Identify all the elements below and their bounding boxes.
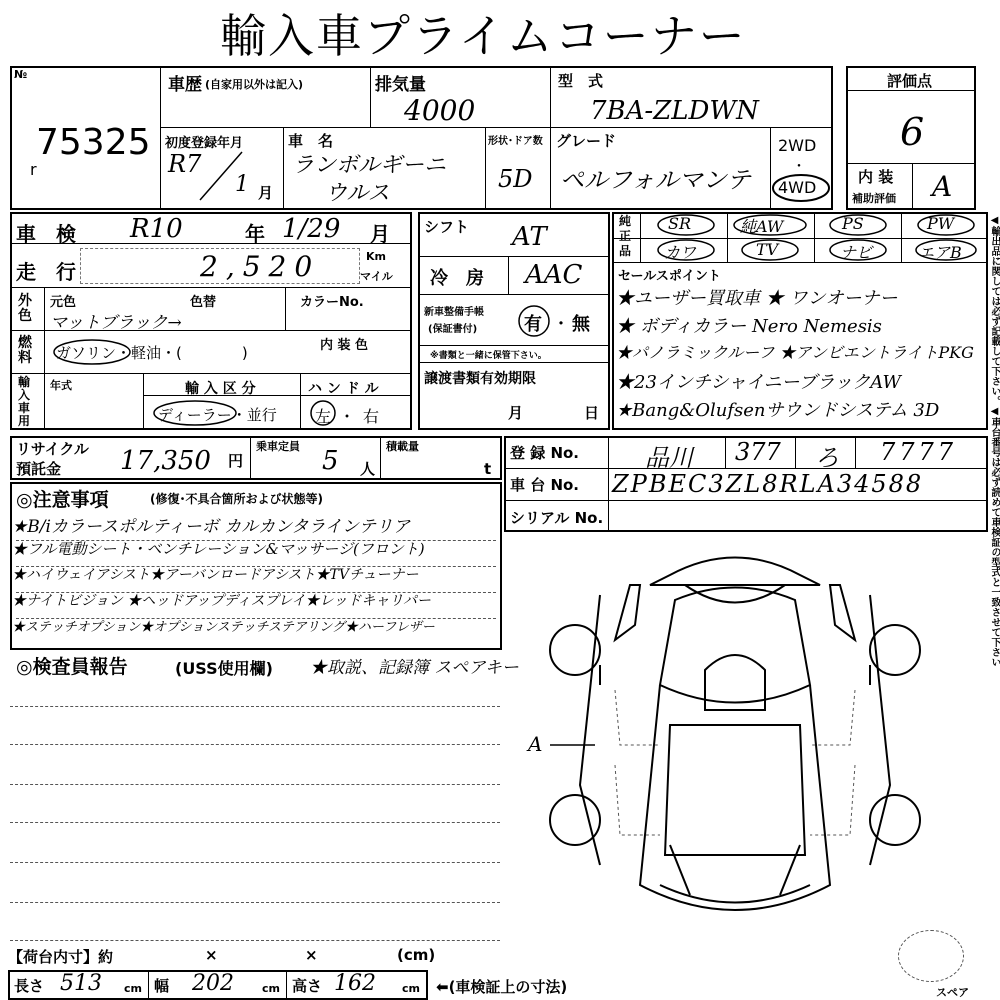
ac-label: 冷 房	[430, 268, 484, 289]
equipment-label: 純正品	[619, 214, 632, 258]
notes-label: ◎注意事項	[16, 489, 109, 511]
inspection-year-label: 年	[245, 222, 265, 246]
no-sub: r	[30, 160, 37, 179]
cargo-label: 【荷台内寸】約	[8, 948, 114, 966]
recycle-value: 17,350	[120, 446, 211, 476]
diagram-marker: A	[528, 732, 543, 756]
note-line-1: ★B/iカラースポルティーボ カルカンタラインテリア	[12, 517, 410, 537]
displacement-value: 4000	[404, 94, 476, 127]
note-line-3: ★ハイウェイアシスト★アーバンロードアシスト★TVチューナー	[12, 567, 419, 583]
spare-label: スペア	[936, 986, 969, 999]
no-label: №	[14, 68, 28, 81]
interior-label: 内 装	[858, 168, 894, 186]
service-book-no: 無	[572, 314, 590, 335]
interior-score: A	[932, 170, 953, 203]
registration-label: 登 録 No.	[510, 444, 580, 462]
selling-point-2: ★ ボディカラー Nero Nemesis	[616, 316, 882, 337]
notes-sub: (修復･不具合箇所および状態等)	[150, 492, 323, 506]
transfer-docs-label: 譲渡書類有効期限	[424, 371, 536, 387]
fuel-label: 燃料	[18, 335, 32, 366]
drive-4wd: 4WD	[778, 178, 817, 197]
car-name-label: 車 名	[288, 132, 334, 150]
color-orig-label: 元色	[50, 295, 77, 310]
shift-label: シフト	[424, 218, 470, 236]
side-note: ◀輸出品に関しては必ず記載して下さい。◀車台番号は必ず読めて車検証の型式と一致させて下さい	[989, 215, 1000, 667]
registration-area: 品川	[645, 444, 693, 472]
registration-number: 7777	[880, 438, 958, 466]
doors-value: 5D	[498, 165, 533, 193]
load-unit: t	[484, 460, 492, 478]
equipment-leather: カワ	[664, 243, 697, 262]
fuel-gasoline-circle	[50, 337, 134, 367]
mileage-value: 2,520	[200, 250, 321, 283]
no-value: 75325	[36, 122, 151, 163]
height-label: 高さ	[292, 977, 323, 995]
width-label: 幅	[154, 977, 170, 995]
inspection-month-label: 月	[370, 222, 390, 246]
note-line-5: ★ステッチオプション★オプションステッチステアリング★ハーフレザー	[12, 620, 435, 635]
score-label: 評価点	[887, 72, 933, 90]
chassis-label: 車 台 No.	[510, 476, 580, 494]
inspection-date: 1/29	[282, 214, 341, 244]
length-label: 長さ	[14, 977, 45, 995]
drive-4wd-circle	[770, 172, 832, 204]
drive-dot: ・	[792, 159, 806, 175]
inspector-value: ★取説、記録簿 スペアキー	[310, 658, 519, 678]
import-dealer-circle	[150, 398, 240, 428]
handle-left-circle	[308, 398, 338, 428]
score-value: 6	[900, 110, 925, 154]
selling-point-5: ★Bang&Olufsenサウンドシステム 3D	[616, 400, 940, 421]
equipment-airbag: エアB	[918, 243, 962, 262]
car-name-line2: ウルス	[325, 181, 390, 206]
grade-label: グレード	[556, 132, 617, 150]
height-unit: cm	[402, 982, 420, 995]
import-label: 輸入車用	[18, 375, 31, 428]
height-value: 162	[334, 971, 376, 996]
interior-color-label: 内 装 色	[320, 338, 369, 353]
capacity-value: 5	[322, 446, 339, 476]
cargo-unit: (cm)	[397, 946, 436, 964]
equipment-sr: SR	[668, 214, 692, 233]
width-unit: cm	[262, 982, 280, 995]
aux-label: 補助評価	[852, 192, 896, 205]
inspection-era: R10	[130, 214, 183, 244]
recycle-label2: 預託金	[16, 460, 62, 478]
service-book-note: ※書類と一緒に保管下さい。	[430, 351, 547, 361]
length-value: 513	[60, 971, 102, 996]
equipment-aw: 純AW	[740, 217, 784, 236]
model-code-value: 7BA-ZLDWN	[590, 96, 759, 126]
inspection-label: 車 検	[16, 222, 76, 246]
color-outer-label: 外色	[18, 293, 32, 324]
first-reg-label: 初度登録年月	[165, 136, 244, 151]
color-change-label: 色替	[190, 295, 217, 310]
length-unit: cm	[124, 982, 142, 995]
capacity-label: 乗車定員	[256, 440, 300, 453]
selling-points-label: セールスポイント	[618, 269, 721, 284]
equipment-ps: PS	[842, 214, 864, 233]
fuel-value: ガソリン・軽油・( )	[56, 344, 248, 362]
first-reg-value: R7	[168, 150, 202, 178]
history-label: 車歴	[168, 75, 202, 95]
transfer-docs-day: 日	[584, 404, 600, 422]
note-line-4: ★ナイトビジョン ★ヘッドアップディスプレイ★レッドキャリパー	[12, 593, 431, 609]
page-title: 輸入車プライムコーナー	[220, 9, 747, 63]
equipment-circles	[640, 212, 988, 262]
chassis-value: ZPBEC3ZL8RLA34588	[612, 470, 924, 498]
handle-value: 左・右	[315, 407, 388, 426]
ac-value: AAC	[525, 260, 583, 290]
first-reg-month: 1	[235, 172, 249, 197]
selling-point-3: ★パノラミックルーフ ★アンビエントライトPKG	[616, 343, 974, 362]
selling-point-4: ★23インチシャイニーブラックAW	[616, 372, 901, 393]
import-cat-label: 輸 入 区 分	[185, 381, 256, 397]
note-line-2: ★フル電動シート・ベンチレーション&マッサージ(フロント)	[12, 540, 425, 558]
mileage-unit-mile: マイル	[360, 270, 393, 283]
service-book-label1: 新車整備手帳	[424, 307, 484, 318]
service-book-yes-circle	[515, 302, 553, 340]
displacement-label: 排気量	[375, 75, 426, 95]
cargo-x1: ×	[205, 946, 218, 964]
load-label: 積載量	[386, 440, 419, 453]
grade-value: ペルフォルマンテ	[560, 166, 751, 194]
equipment-pw: PW	[927, 214, 955, 233]
color-value: マットブラック→	[50, 313, 182, 333]
handle-label: ハ ン ド ル	[308, 381, 379, 397]
cargo-x2: ×	[305, 946, 318, 964]
capacity-unit: 人	[360, 460, 376, 478]
selling-point-1: ★ユーザー買取車 ★ ワンオーナー	[616, 288, 898, 309]
recycle-unit: 円	[228, 452, 244, 470]
width-value: 202	[192, 971, 234, 996]
model-code-label: 型 式	[558, 72, 604, 90]
history-note: (自家用以外は記入)	[205, 78, 304, 91]
shift-value: AT	[512, 222, 547, 252]
dims-note: ⬅(車検証上の寸法)	[436, 978, 568, 996]
spare-tire-circle	[898, 930, 964, 982]
service-book-yes: 有	[524, 314, 542, 335]
service-book-label2: (保証書付)	[428, 324, 478, 335]
registration-class: 377	[735, 438, 781, 466]
service-book-sep: ・	[552, 314, 570, 335]
equipment-tv: TV	[756, 240, 779, 259]
car-name-line1: ランボルギーニ	[292, 153, 447, 178]
color-no-label: カラーNo.	[300, 295, 364, 310]
registration-kana: ろ	[815, 444, 839, 472]
doors-label: 形状･ドア数	[488, 136, 543, 147]
transfer-docs-month: 月	[508, 404, 524, 422]
inspector-label: ◎検査員報告	[16, 656, 128, 678]
drive-2wd: 2WD	[778, 136, 817, 155]
serial-label: シリアル No.	[510, 509, 604, 527]
mileage-unit-km: Km	[366, 250, 386, 263]
import-year-label: 年式	[50, 379, 72, 392]
import-cat-value: ディーラー・並行	[158, 406, 277, 424]
equipment-navi: ナビ	[840, 243, 873, 262]
mileage-label: 走 行	[16, 260, 76, 284]
first-reg-month-label: 月	[258, 184, 274, 202]
recycle-label1: リサイクル	[16, 440, 89, 458]
car-diagram	[520, 545, 950, 945]
inspector-sub: (USS使用欄)	[175, 659, 273, 678]
